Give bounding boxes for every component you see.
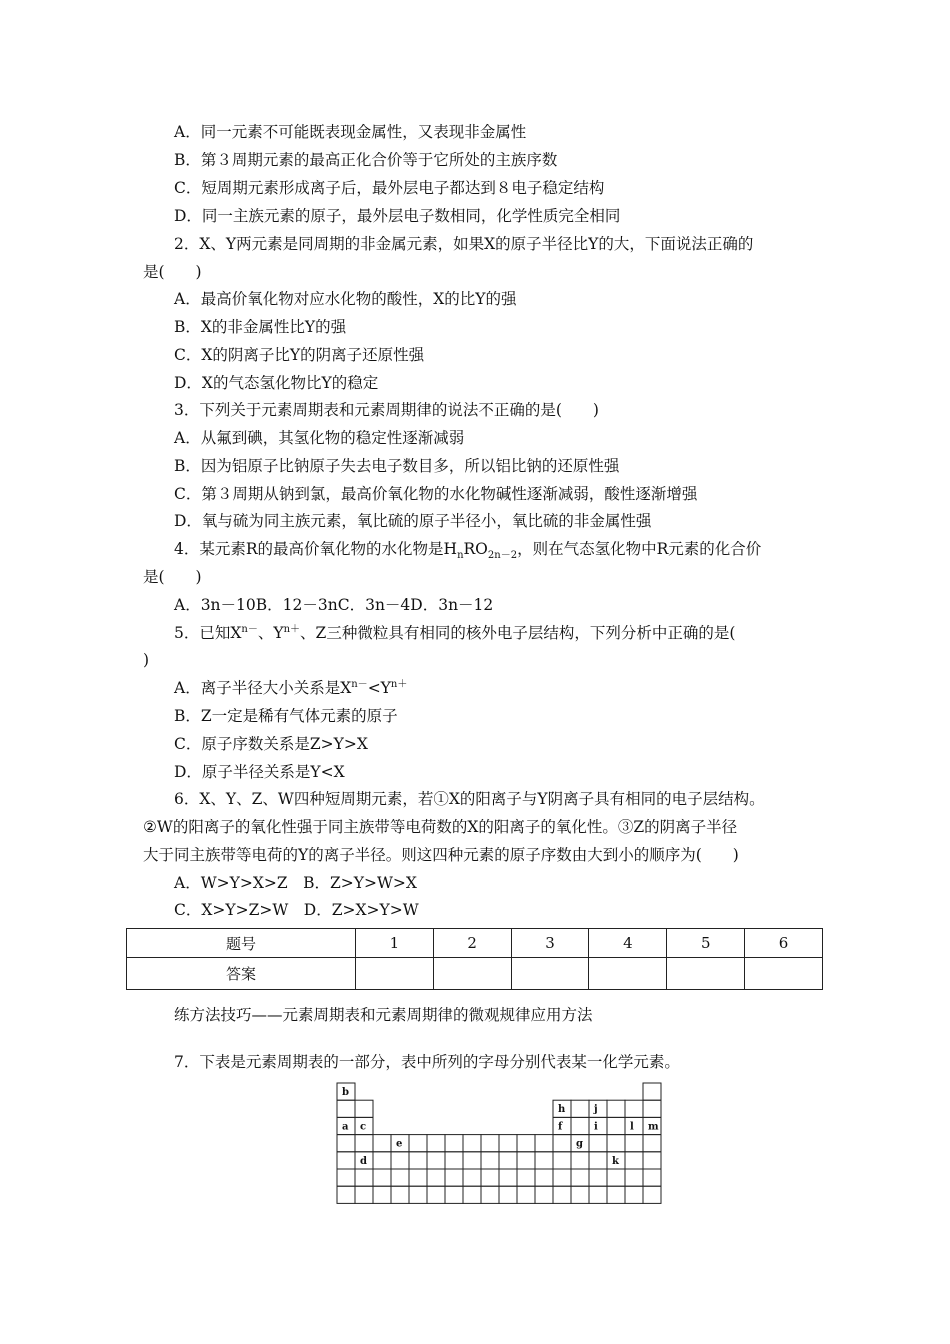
table-cell bbox=[355, 1100, 373, 1117]
table-cell bbox=[373, 1186, 391, 1203]
table-cell bbox=[355, 1169, 373, 1186]
table-cell bbox=[499, 1169, 517, 1186]
q3-option-b: B．因为铝原子比钠原子失去电子数目多，所以铝比钠的还原性强 bbox=[174, 457, 620, 475]
table-cell bbox=[445, 1169, 463, 1186]
element-letter: k bbox=[612, 1155, 619, 1167]
q7-stem: 7．下表是元素周期表的一部分，表中所列的字母分别代表某一化学元素。 bbox=[174, 1053, 680, 1071]
question-number: 1 bbox=[355, 929, 433, 958]
q5-option-b: B．Z一定是稀有气体元素的原子 bbox=[174, 707, 398, 725]
q6-options-cd: C．X>Y>Z>W D．Z>X>Y>W bbox=[174, 901, 419, 919]
table-cell bbox=[463, 1152, 481, 1169]
table-cell bbox=[445, 1186, 463, 1203]
element-letter: i bbox=[594, 1121, 598, 1133]
table-cell bbox=[517, 1152, 535, 1169]
q6-options-ab: A．W>Y>X>Z B．Z>Y>W>X bbox=[174, 874, 417, 892]
table-cell bbox=[373, 1135, 391, 1152]
element-letter: a bbox=[342, 1121, 349, 1133]
table-cell bbox=[571, 1100, 589, 1117]
q1-option-b: B．第３周期元素的最高正化合价等于它所处的主族序数 bbox=[174, 151, 558, 169]
table-cell bbox=[535, 1186, 553, 1203]
q2-stem-cont: 是( ) bbox=[143, 263, 202, 281]
element-letter: h bbox=[558, 1104, 566, 1116]
element-letter: b bbox=[342, 1087, 349, 1098]
q1-option-d: D．同一主族元素的原子，最外层电子数相同，化学性质完全相同 bbox=[174, 207, 621, 225]
table-cell bbox=[535, 1152, 553, 1169]
element-letter: g bbox=[576, 1138, 583, 1150]
table-cell bbox=[643, 1186, 661, 1203]
q2-option-c: C．X的阴离子比Y的阴离子还原性强 bbox=[174, 346, 425, 364]
q5-option-d: D．原子半径关系是Y<X bbox=[174, 763, 345, 781]
table-cell bbox=[355, 1135, 373, 1152]
question-number: 6 bbox=[745, 929, 823, 958]
table-cell bbox=[337, 1186, 355, 1203]
answer-cell[interactable] bbox=[667, 958, 745, 990]
table-cell bbox=[589, 1186, 607, 1203]
question-number: 5 bbox=[667, 929, 745, 958]
answer-cell[interactable] bbox=[511, 958, 589, 990]
table-cell bbox=[589, 1152, 607, 1169]
table-cell bbox=[553, 1186, 571, 1203]
table-cell bbox=[337, 1169, 355, 1186]
table-cell bbox=[463, 1169, 481, 1186]
element-letter: f bbox=[558, 1121, 563, 1133]
q1-option-a: A．同一元素不可能既表现金属性，又表现非金属性 bbox=[174, 123, 527, 141]
question-number-label: 题号 bbox=[127, 929, 356, 958]
element-letter: e bbox=[396, 1138, 403, 1150]
table-cell bbox=[643, 1152, 661, 1169]
table-cell bbox=[373, 1169, 391, 1186]
table-cell bbox=[625, 1100, 643, 1117]
table-cell bbox=[337, 1152, 355, 1169]
answer-table-answer-row bbox=[127, 958, 823, 990]
q2-option-b: B．X的非金属性比Y的强 bbox=[174, 318, 347, 336]
table-cell bbox=[589, 1169, 607, 1186]
table-cell bbox=[355, 1186, 373, 1203]
question-number: 2 bbox=[433, 929, 511, 958]
table-cell bbox=[409, 1152, 427, 1169]
q4-stem-cont: 是( ) bbox=[143, 568, 202, 586]
table-cell bbox=[625, 1169, 643, 1186]
table-cell bbox=[409, 1135, 427, 1152]
table-cell bbox=[373, 1152, 391, 1169]
q3-option-d: D．氧与硫为同主族元素，氧比硫的原子半径小，氧比硫的非金属性强 bbox=[174, 512, 652, 530]
table-cell bbox=[517, 1135, 535, 1152]
table-cell bbox=[643, 1135, 661, 1152]
answer-table-header-row bbox=[127, 929, 823, 958]
q6-stem-2: ②W的阳离子的氧化性强于同主族带等电荷数的X的阳离子的氧化性。③Z的阴离子半径 bbox=[143, 818, 738, 836]
periodic-table-grid bbox=[336, 1082, 659, 1204]
table-cell bbox=[445, 1135, 463, 1152]
table-cell bbox=[427, 1135, 445, 1152]
element-letter: j bbox=[594, 1104, 598, 1116]
table-cell bbox=[499, 1135, 517, 1152]
q6-stem-3: 大于同主族带等电荷的Y的离子半径。则这四种元素的原子序数由大到小的顺序为( ) bbox=[143, 846, 739, 864]
table-cell bbox=[643, 1083, 661, 1100]
table-cell bbox=[463, 1135, 481, 1152]
q2-option-d: D．X的气态氢化物比Y的稳定 bbox=[174, 374, 379, 392]
q4-options: A．3n－10B．12－3nC．3n－4D．3n－12 bbox=[174, 596, 494, 614]
element-letter: m bbox=[648, 1121, 659, 1133]
table-cell bbox=[427, 1169, 445, 1186]
q5-stem-cont: ) bbox=[143, 651, 150, 669]
q5-option-c: C．原子序数关系是Z>Y>X bbox=[174, 735, 368, 753]
element-letter: l bbox=[630, 1121, 634, 1133]
table-cell bbox=[463, 1186, 481, 1203]
q2-stem: 2．X、Y两元素是同周期的非金属元素，如果X的原子半径比Y的大，下面说法正确的 bbox=[174, 235, 754, 253]
table-cell bbox=[589, 1135, 607, 1152]
table-cell bbox=[607, 1186, 625, 1203]
element-letter: c bbox=[360, 1121, 367, 1133]
table-cell bbox=[535, 1169, 553, 1186]
answer-cell[interactable] bbox=[589, 958, 667, 990]
q2-option-a: A．最高价氧化物对应水化物的酸性，X的比Y的强 bbox=[174, 290, 517, 308]
q3-stem: 3．下列关于元素周期表和元素周期律的说法不正确的是( ) bbox=[174, 401, 599, 419]
q6-stem: 6．X、Y、Z、W四种短周期元素，若①X的阳离子与Y阴离子具有相同的电子层结构。 bbox=[174, 790, 765, 808]
table-cell bbox=[625, 1186, 643, 1203]
table-cell bbox=[499, 1186, 517, 1203]
table-cell bbox=[553, 1169, 571, 1186]
table-cell bbox=[589, 1100, 607, 1117]
answer-label: 答案 bbox=[127, 958, 356, 990]
table-cell bbox=[391, 1169, 409, 1186]
table-cell bbox=[337, 1100, 355, 1117]
table-cell bbox=[607, 1135, 625, 1152]
q4-stem: 4．某元素R的最高价氧化物的水化物是$H_nRO_{2n-2}$，则在气态氢化物中R元素的化合价 bbox=[174, 540, 762, 562]
table-cell bbox=[625, 1117, 643, 1134]
table-cell bbox=[625, 1152, 643, 1169]
table-cell bbox=[337, 1135, 355, 1152]
table-cell bbox=[391, 1152, 409, 1169]
q3-option-c: C．第３周期从钠到氯，最高价氧化物的水化物碱性逐渐减弱，酸性逐渐增强 bbox=[174, 485, 698, 503]
table-cell bbox=[517, 1186, 535, 1203]
section-heading: 练方法技巧——元素周期表和元素周期律的微观规律应用方法 bbox=[174, 1006, 593, 1024]
table-cell bbox=[409, 1186, 427, 1203]
q3-option-a: A．从氟到碘，其氢化物的稳定性逐渐减弱 bbox=[174, 429, 465, 447]
table-cell bbox=[481, 1169, 499, 1186]
table-cell bbox=[643, 1100, 661, 1117]
table-cell bbox=[589, 1117, 607, 1134]
table-cell bbox=[607, 1169, 625, 1186]
q5-option-a: A．离子半径大小关系是$X^{n-}<Y^{n+}$ bbox=[174, 678, 408, 697]
table-cell bbox=[427, 1152, 445, 1169]
table-cell bbox=[517, 1169, 535, 1186]
answer-cell[interactable] bbox=[745, 958, 823, 990]
table-cell bbox=[427, 1186, 445, 1203]
table-cell bbox=[445, 1152, 463, 1169]
table-cell bbox=[571, 1186, 589, 1203]
table-cell bbox=[607, 1100, 625, 1117]
table-cell bbox=[607, 1117, 625, 1134]
table-cell bbox=[571, 1152, 589, 1169]
table-cell bbox=[499, 1152, 517, 1169]
answer-cell[interactable] bbox=[355, 958, 433, 990]
table-cell bbox=[571, 1117, 589, 1134]
table-cell bbox=[481, 1186, 499, 1203]
table-cell bbox=[643, 1169, 661, 1186]
table-cell bbox=[553, 1152, 571, 1169]
table-cell bbox=[481, 1135, 499, 1152]
q1-option-c: C．短周期元素形成离子后，最外层电子都达到８电子稳定结构 bbox=[174, 179, 605, 197]
table-cell bbox=[391, 1186, 409, 1203]
answer-table bbox=[126, 928, 823, 990]
table-cell bbox=[625, 1135, 643, 1152]
table-cell bbox=[571, 1169, 589, 1186]
q5-stem: 5．已知$X^{n-}$、$Y^{n+}$、Z三种微粒具有相同的核外电子层结构，下列分析中正确的是( bbox=[174, 623, 736, 642]
table-cell bbox=[481, 1152, 499, 1169]
table-cell bbox=[535, 1135, 553, 1152]
element-letter: d bbox=[360, 1155, 367, 1167]
question-number: 4 bbox=[589, 929, 667, 958]
question-number: 3 bbox=[511, 929, 589, 958]
answer-cell[interactable] bbox=[433, 958, 511, 990]
table-cell bbox=[409, 1169, 427, 1186]
table-cell bbox=[553, 1135, 571, 1152]
